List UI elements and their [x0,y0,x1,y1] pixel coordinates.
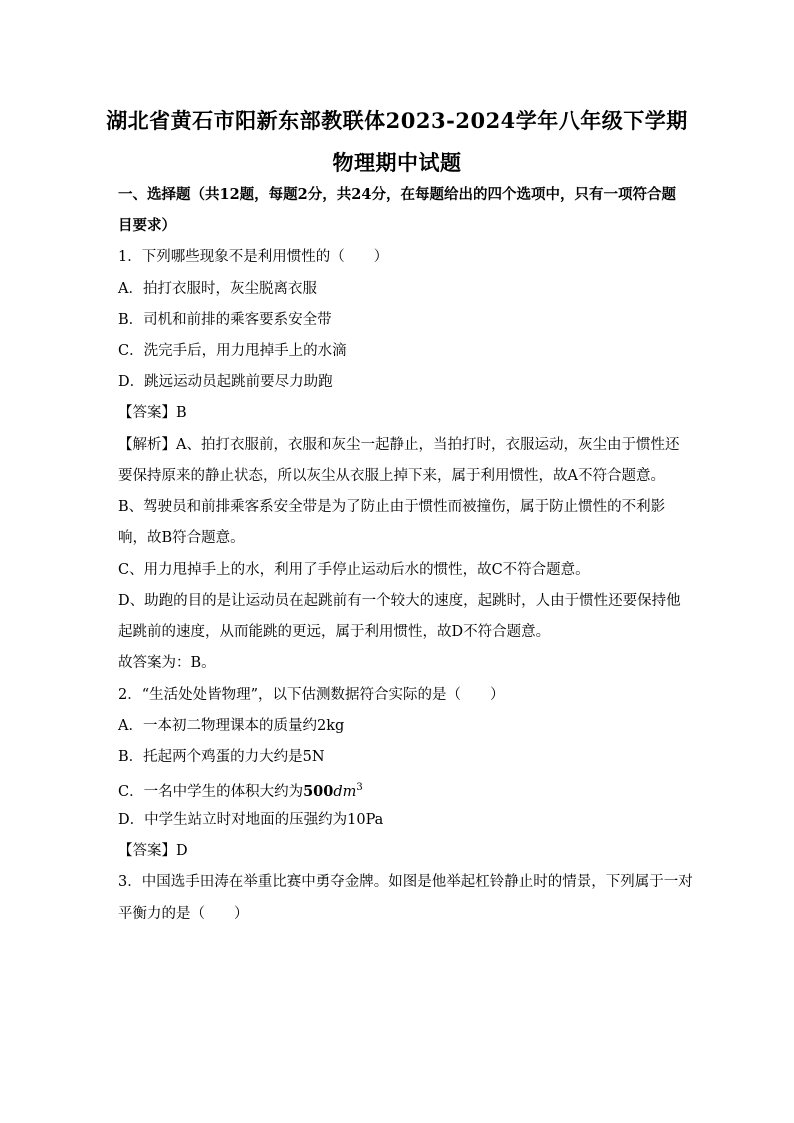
q1-analysis-line: 要保持原来的静止状态，所以灰尘从衣服上掉下来，属于利用惯性，故A不符合题意。 [118,468,665,484]
q2-option-a: A．一本初二物理课本的质量约2kg [118,718,345,734]
q1-analysis-line: 起跳前的速度，从而能跳的更远，属于利用惯性，故D不符合题意。 [118,624,551,640]
doc-title-line2: 物理期中试题 [332,150,462,175]
q1-option-a: A．拍打衣服时，灰尘脱离衣服 [118,281,317,297]
q1-analysis-line: 【解析】A、拍打衣服前，衣服和灰尘一起静止，当拍打时，衣服运动，灰尘由于惯性还 [118,437,680,453]
q3-stem-line2: 平衡力的是（ ） [118,906,249,922]
q2-stem: 2．“生活处处皆物理”，以下估测数据符合实际的是（ ） [118,687,505,703]
q1-option-d: D．跳远运动员起跳前要尽力助跑 [118,374,333,390]
q2-option-c [118,779,678,801]
section1-heading-line1: 一、选择题（共12题，每题2分，共24分，在每题给出的四个选项中，只有一项符合题 [118,186,676,203]
q2-option-d: D．中学生站立时对地面的压强约为10Pa [118,812,384,828]
q1-analysis-line: B、驾驶员和前排乘客系安全带是为了防止由于惯性而被撞伤，属于防止惯性的不利影 [118,499,666,515]
q2-option-c-number: 500 [303,782,334,800]
q3-stem-line1: 3．中国选手田涛在举重比赛中勇夺金牌。如图是他举起杠铃静止时的情景，下列属于一对 [118,874,693,890]
q1-stem: 1．下列哪些现象不是利用惯性的（ ） [118,249,389,265]
q1-analysis-line: 故答案为：B。 [118,655,216,671]
q2-option-c-unit: dm [333,783,357,800]
q1-option-b: B．司机和前排的乘客要系安全带 [118,312,332,328]
q2-option-b: B．托起两个鸡蛋的力大约是5N [118,749,325,765]
doc-title-line1: 湖北省黄石市阳新东部教联体2023-2024学年八年级下学期 [106,108,688,133]
q2-option-c-exponent: 3 [356,782,363,793]
q1-option-c: C．洗完手后，用力甩掉手上的水滴 [118,343,347,359]
q2-answer: 【答案】D [118,843,188,859]
q2-option-c-prefix: C．一名中学生的体积大约为 [118,783,304,800]
section1-heading-line2: 目要求） [118,217,176,234]
q1-analysis-line: 响，故B符合题意。 [118,530,245,546]
q1-analysis-line: D、助跑的目的是让运动员在起跳前有一个较大的速度，起跳时，人由于惯性还要保持他 [118,593,681,609]
q1-answer: 【答案】B [118,405,187,421]
q1-analysis-line: C、用力甩掉手上的水，利用了手停止运动后水的惯性，故C不符合题意。 [118,562,590,578]
